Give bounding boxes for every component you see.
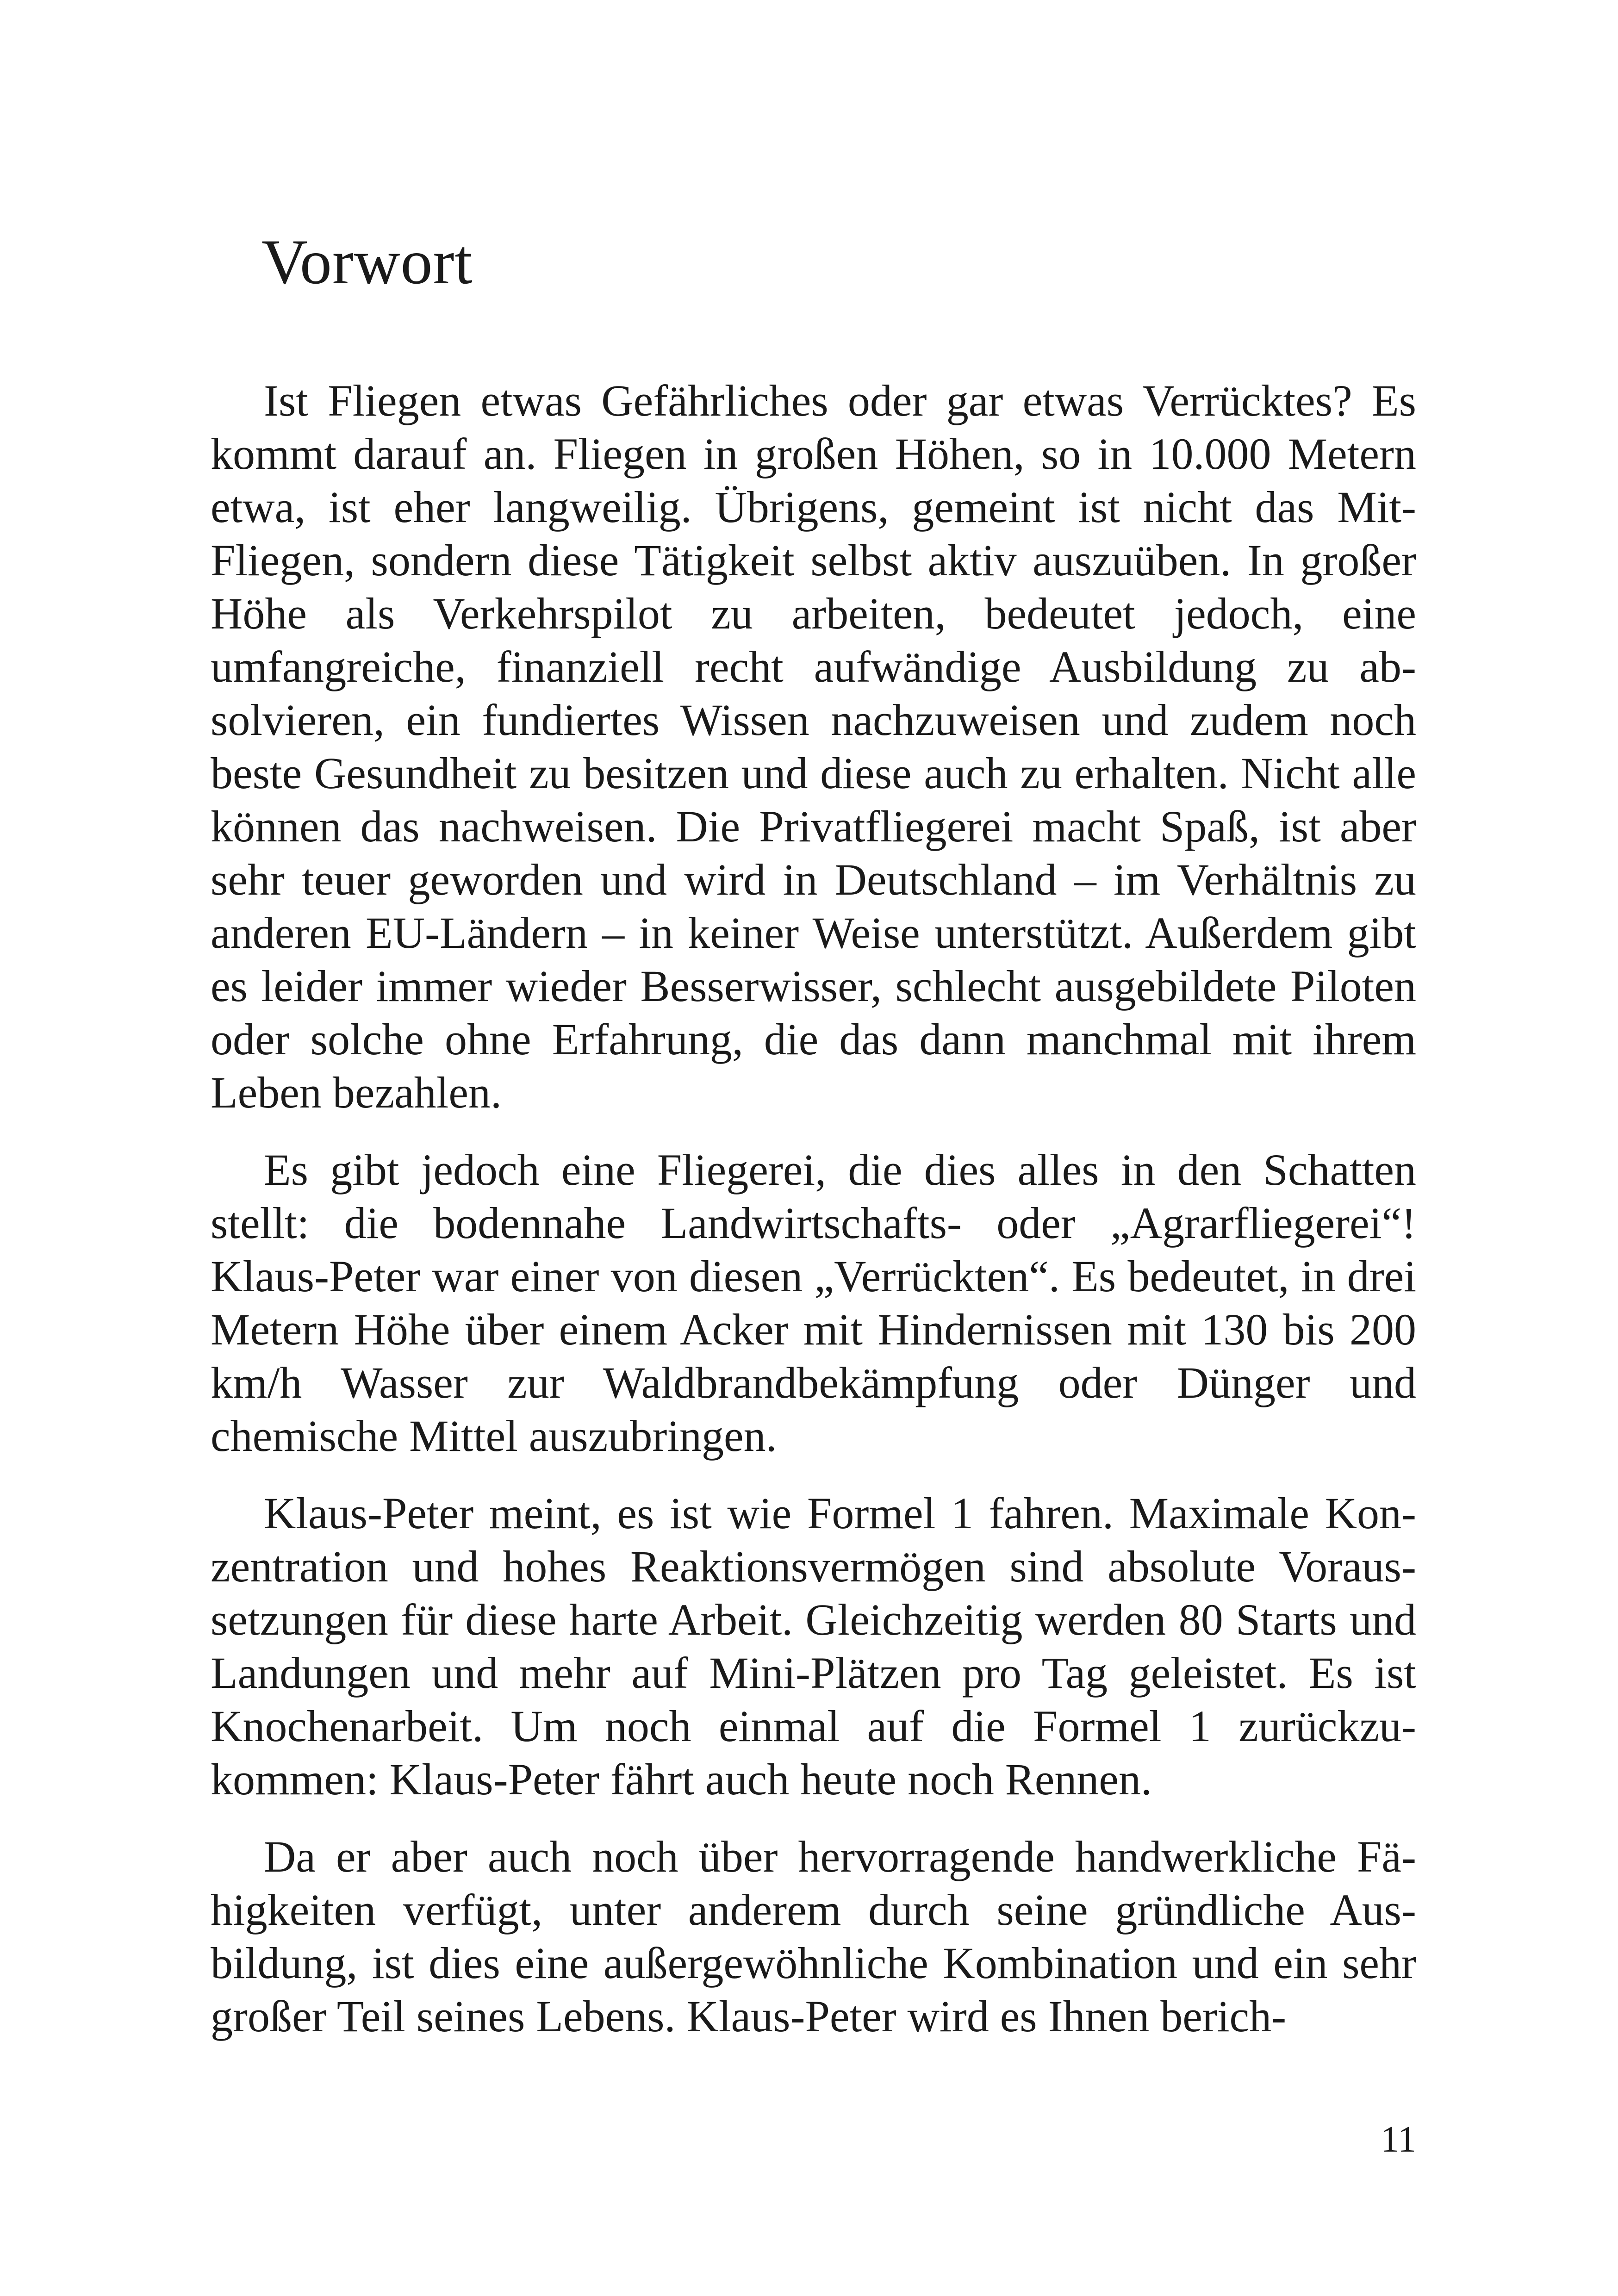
paragraph-1: Ist Fliegen etwas Gefährliches oder gar etwas Verrücktes? Es kommt darauf an. Fliegen in großen Höhen, so in 10.000 Metern etwa, ist eher langweilig. Übrigens, gemeint ist nicht das MitFliegen, sondern diese Tätigkeit selbst aktiv auszuüben. In großer Höhe als Verkehrspilot zu arbeiten, bedeutet jedoch, eine umfangreiche, finanziell recht aufwändige Ausbildung zu absolvieren, ein fundiertes Wissen nachzuweisen und zudem noch beste Gesundheit zu besitzen und diese auch zu erhalten. Nicht alle können das nachweisen. Die Privatfliegerei macht Spaß, ist aber sehr teuer geworden und wird in Deutschland – im Verhältnis zu anderen EU-Ländern – in keiner Weise unterstützt. Außerdem gibt es leider immer wieder Besserwisser, schlecht ausgebildete Piloten oder solche ohne Erfahrung, die das dann manchmal mit ihrem Leben bezahlen. xyxy=(211,376,1416,1117)
body-text xyxy=(211,374,1416,2067)
paragraph-4: Da er aber auch noch über hervorragende handwerkliche Fähigkeiten verfügt, unter anderem durch seine gründliche Ausbildung, ist dies eine außergewöhnliche Kombination und ein sehr großer Teil seines Lebens. Klaus-Peter wird es Ihnen berich- xyxy=(211,1832,1416,2041)
paragraph-3: Klaus-Peter meint, es ist wie Formel 1 fahren. Maximale Konzentration und hohes Reaktionsvermögen sind absolute Voraussetzungen für diese harte Arbeit. Gleichzeitig werden 80 Starts und Landungen und mehr auf Mini-Plätzen pro Tag geleistet. Es ist Knochenarbeit. Um noch einmal auf die Formel 1 zurückzukommen: Klaus-Peter fährt auch heute noch Rennen. xyxy=(211,1488,1416,1804)
page-number: 11 xyxy=(1380,2119,1416,2160)
chapter-title: Vorwort xyxy=(261,226,473,297)
paragraph-2: Es gibt jedoch eine Fliegerei, die dies alles in den Schatten stellt: die bodennahe Landwirtschafts- oder „Agrarfliegerei“! Klaus-Peter war einer von diesen „Verrückten“. Es bedeutet, in drei Metern Höhe über einem Acker mit Hindernissen mit 130 bis 200 km/h Wasser zur Waldbrandbekämpfung oder Dünger und chemische Mittel auszubringen. xyxy=(211,1145,1416,1461)
